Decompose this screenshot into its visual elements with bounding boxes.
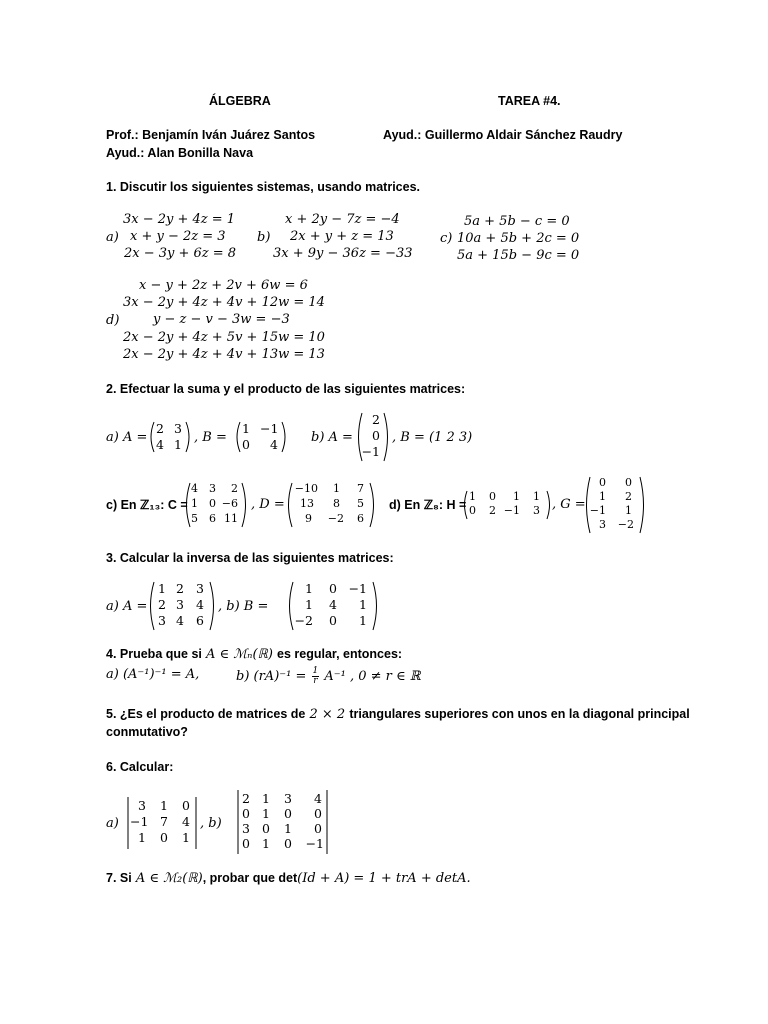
matrix-cell: 11	[224, 512, 238, 525]
q4-part-b-rhs: A⁻¹ , 0 ≠ r ∈ ℝ	[320, 669, 421, 684]
matrix-cell: 1	[242, 421, 250, 436]
question-4-prompt	[106, 647, 402, 662]
q2c-D-label: , D =	[251, 497, 285, 512]
matrix-cell: −1	[503, 504, 520, 517]
q4-part-b	[236, 667, 421, 686]
matrix-cell: 1	[262, 806, 270, 821]
matrix-cell: 2	[158, 597, 166, 612]
matrix-cell: 7	[160, 814, 168, 829]
system-d-eq2: 3x − 2y + 4z + 4v + 12w = 14	[123, 295, 325, 310]
matrix-cell: −2	[617, 518, 634, 531]
matrix-cell: −1	[130, 814, 149, 829]
matrix-cell: 0	[489, 490, 496, 503]
matrix-cell: 1	[469, 490, 476, 503]
q4-fraction	[312, 667, 320, 686]
q7-text-b: , probar que det	[202, 871, 298, 885]
matrix-cell: 4	[270, 437, 278, 452]
q3a-matrix-A	[148, 581, 216, 631]
system-c-eq1: 5a + 5b − c = 0	[464, 214, 570, 229]
matrix-cell: 3	[138, 798, 146, 813]
system-c-eq3: 5a + 15b − 9c = 0	[457, 248, 580, 263]
matrix-cell: −1	[361, 444, 380, 459]
matrix-cell: 0	[314, 821, 322, 836]
q4-part-a: a) (A⁻¹)⁻¹ = A,	[106, 667, 200, 682]
q7-math-1: A ∈ ℳ₂(ℝ)	[131, 871, 203, 886]
matrix-cell: 1	[191, 497, 198, 510]
matrix-cell: −6	[221, 497, 238, 510]
q2a-B-label: , B =	[194, 430, 227, 445]
q2d-matrix-G	[584, 476, 646, 534]
matrix-cell: 1	[625, 504, 632, 517]
q4-math: A ∈ ℳₙ(ℝ)	[201, 647, 278, 662]
matrix-cell: 1	[262, 836, 270, 851]
matrix-cell: −1	[589, 504, 606, 517]
system-d-eq1: x − y + 2z + 2v + 6w = 6	[139, 278, 308, 293]
matrix-cell: 0	[284, 836, 292, 851]
matrix-cell: 4	[176, 613, 184, 628]
q2a-matrix-B	[234, 421, 288, 453]
matrix-cell: 1	[174, 437, 182, 452]
matrix-cell: 0	[314, 806, 322, 821]
matrix-cell: 1	[333, 482, 340, 495]
matrix-cell: 6	[357, 512, 364, 525]
q3b-label: , b) B =	[218, 599, 269, 614]
q2c-matrix-D	[286, 482, 376, 528]
q6b-label: , b)	[200, 816, 222, 831]
matrix-cell: 2	[489, 504, 496, 517]
matrix-cell: 0	[262, 821, 270, 836]
matrix-cell: 0	[372, 428, 380, 443]
matrix-cell: 3	[196, 581, 204, 596]
system-c-label: c)	[440, 231, 453, 246]
system-c-eq2: 10a + 5b + 2c = 0	[457, 231, 580, 246]
q2b-label: b) A =	[311, 430, 353, 445]
matrix-cell: 2	[242, 791, 250, 806]
document-title: ÁLGEBRA	[209, 94, 271, 108]
matrix-cell: 1	[513, 490, 520, 503]
matrix-cell: 0	[625, 476, 632, 489]
matrix-cell: 4	[329, 597, 337, 612]
q2d-G-label: , G =	[552, 497, 586, 512]
question-5-line-1	[106, 707, 690, 722]
q2b-matrix-A	[356, 412, 390, 462]
matrix-cell: −1	[348, 581, 367, 596]
matrix-cell: 3	[174, 421, 182, 436]
matrix-cell: 7	[357, 482, 364, 495]
matrix-cell: 2	[372, 412, 380, 427]
q6a-label: a)	[106, 816, 119, 831]
matrix-cell: 0	[242, 836, 250, 851]
q6a-determinant	[126, 797, 198, 849]
system-a-label: a)	[106, 230, 119, 245]
q5-text-a: 5. ¿Es el producto de matrices de	[106, 707, 306, 721]
matrix-cell: 0	[242, 806, 250, 821]
matrix-cell: 1	[359, 597, 367, 612]
system-a-eq1: 3x − 2y + 4z = 1	[123, 212, 236, 227]
matrix-cell: 1	[533, 490, 540, 503]
system-a-eq2: x + y − 2z = 3	[130, 229, 226, 244]
matrix-cell: −1	[305, 836, 324, 851]
matrix-cell: 1	[158, 581, 166, 596]
q2c-matrix-C	[184, 482, 248, 528]
matrix-cell: 1	[284, 821, 292, 836]
q7-text-a: 7. Si	[106, 871, 132, 885]
matrix-cell: 3	[284, 791, 292, 806]
matrix-cell: 2	[156, 421, 164, 436]
system-a-eq3: 2x − 3y + 6z = 8	[124, 246, 237, 261]
question-1-prompt: 1. Discutir los siguientes sistemas, usando matrices.	[106, 180, 421, 194]
matrix-cell: 4	[314, 791, 322, 806]
matrix-cell: −1	[260, 421, 279, 436]
q2c-label: c) En ℤ₁₃: C =	[106, 498, 188, 512]
professor-name: Prof.: Benjamín Iván Juárez Santos	[106, 128, 316, 142]
q2d-label: d) En ℤ₈: H =	[389, 498, 467, 512]
q4-fraction-num: 1	[312, 666, 319, 676]
homework-number: TAREA #4.	[498, 94, 561, 108]
matrix-cell: 0	[242, 437, 250, 452]
matrix-cell: 2	[625, 490, 632, 503]
matrix-cell: 0	[329, 581, 337, 596]
question-7-prompt	[106, 871, 471, 886]
matrix-cell: 3	[176, 597, 184, 612]
matrix-cell: 3	[599, 518, 606, 531]
matrix-cell: 3	[158, 613, 166, 628]
matrix-cell: 0	[284, 806, 292, 821]
system-b-eq1: x + 2y − 7z = −4	[285, 212, 400, 227]
question-2-prompt: 2. Efectuar la suma y el producto de las siguientes matrices:	[106, 382, 466, 396]
q3a-label: a) A =	[106, 599, 148, 614]
question-6-prompt: 6. Calcular:	[106, 760, 174, 774]
q7-math-2: (Id + A) = 1 + trA + detA.	[297, 871, 471, 886]
matrix-cell: 1	[305, 597, 313, 612]
matrix-cell: 0	[209, 497, 216, 510]
q5-math: 2 × 2	[305, 707, 350, 722]
matrix-cell: 3	[242, 821, 250, 836]
matrix-cell: 3	[209, 482, 216, 495]
matrix-cell: 4	[182, 814, 190, 829]
matrix-cell: 5	[357, 497, 364, 510]
matrix-cell: 1	[160, 798, 168, 813]
matrix-cell: 1	[182, 830, 190, 845]
matrix-cell: 0	[160, 830, 168, 845]
matrix-cell: 1	[599, 490, 606, 503]
matrix-cell: 2	[176, 581, 184, 596]
question-3-prompt: 3. Calcular la inversa de las siguientes matrices:	[106, 551, 394, 565]
assistant-1-name: Ayud.: Guillermo Aldair Sánchez Raudry	[383, 128, 623, 142]
matrix-cell: 1	[262, 791, 270, 806]
question-5-line-2: conmutativo?	[106, 725, 188, 739]
q4-part-b-lhs: b) (rA)⁻¹ =	[236, 669, 311, 684]
q2a-label: a) A =	[106, 430, 148, 445]
system-b-eq2: 2x + y + z = 13	[290, 229, 394, 244]
matrix-cell: 8	[333, 497, 340, 510]
matrix-cell: 3	[533, 504, 540, 517]
q4-fraction-den: r	[313, 676, 318, 686]
matrix-cell: 2	[231, 482, 238, 495]
matrix-cell: 1	[138, 830, 146, 845]
matrix-cell: 9	[305, 512, 312, 525]
matrix-cell: 0	[599, 476, 606, 489]
assistant-2-name: Ayud.: Alan Bonilla Nava	[106, 146, 254, 160]
matrix-cell: 4	[191, 482, 198, 495]
q2d-matrix-H	[462, 490, 552, 520]
matrix-cell: 6	[209, 512, 216, 525]
system-b-label: b)	[257, 230, 271, 245]
matrix-cell: 0	[469, 504, 476, 517]
matrix-cell: −2	[327, 512, 344, 525]
system-d-label: d)	[106, 313, 120, 328]
matrix-cell: 4	[156, 437, 164, 452]
system-d-eq5: 2x − 2y + 4z + 4v + 13w = 13	[123, 347, 325, 362]
matrix-cell: −10	[294, 482, 318, 495]
matrix-cell: 5	[191, 512, 198, 525]
matrix-cell: 6	[196, 613, 204, 628]
system-d-eq4: 2x − 2y + 4z + 5v + 15w = 10	[123, 330, 325, 345]
q4-text-b: es regular, entonces:	[277, 647, 403, 661]
q4-text-a: 4. Prueba que si	[106, 647, 202, 661]
matrix-cell: 0	[329, 613, 337, 628]
q5-text-b: triangulares superiores con unos en la diagonal principal	[349, 707, 690, 721]
q2b-B-row: , B = (1 2 3)	[392, 430, 473, 445]
q6b-determinant	[236, 790, 330, 854]
matrix-cell: 1	[359, 613, 367, 628]
q3b-matrix-B	[287, 581, 379, 631]
matrix-cell: 13	[300, 497, 314, 510]
matrix-cell: 1	[305, 581, 313, 596]
matrix-cell: −2	[294, 613, 313, 628]
q2a-matrix-A	[148, 421, 192, 453]
system-b-eq3: 3x + 9y − 36z = −33	[273, 246, 413, 261]
matrix-cell: 4	[196, 597, 204, 612]
system-d-eq3: y − z − v − 3w = −3	[153, 312, 290, 327]
matrix-cell: 0	[182, 798, 190, 813]
